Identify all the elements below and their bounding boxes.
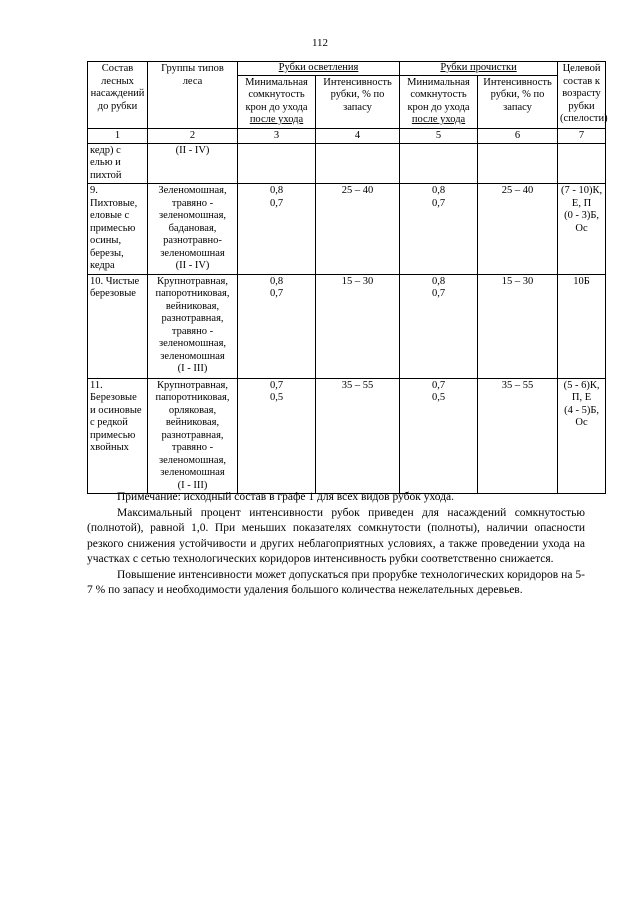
cell-intensity-light: 15 – 30	[341, 275, 374, 287]
header-line: Минимальная сомкнутость крон до ухода	[245, 76, 308, 113]
cell-target: 10Б	[573, 275, 590, 287]
cell-intensity-light: 35 – 55	[341, 379, 374, 391]
cell-forest-groups: (II - IV)	[175, 144, 210, 156]
cell-closure-clean: 0,7 0,5	[431, 379, 446, 403]
cell-closure-clean: 0,8 0,7	[431, 275, 446, 299]
note-paragraph: Максимальный процент интенсивности рубок приведен для насаждений сомкнутостью (полнотой), равной 1,0. При меньших показателях сомкнутости (полноты), наличии опасности резкого снижения устойчивости и других неблагоприятных условиях, а также проведении ухода на участках с сетью технологических коридоров интенсивность рубки соответственно снижается.	[87, 506, 585, 565]
header-min-closure-light-text	[240, 77, 313, 127]
cell-composition: 10. Чистые березовые	[90, 275, 140, 299]
column-number-row	[88, 128, 606, 143]
table-row	[88, 143, 606, 184]
cell-forest-groups: Крупнотравная, папоротниковая, орляковая, вейниковая, разнотравная, травяно - зеленомошная, зеленомошная (I - III)	[155, 379, 230, 491]
cell-closure-light: 0,8 0,7	[269, 275, 284, 299]
header-composition-text: Состав лесных насаждений до рубки	[90, 63, 145, 112]
thinning-table	[87, 61, 606, 494]
column-number: 2	[148, 128, 238, 143]
header-cleaning-group	[400, 62, 558, 76]
column-number: 6	[478, 128, 558, 143]
header-line: Минимальная сомкнутость крон до ухода	[407, 76, 470, 113]
cell-composition: 9. Пихтовые, еловые с примесью осины, березы, кедра	[90, 185, 138, 271]
note-paragraph: Повышение интенсивности может допускаться при прорубке технологических коридоров на 5-7 % по запасу и необходимости удаления большого количества нежелательных деревьев.	[87, 568, 585, 596]
header-intensity-light	[316, 75, 400, 128]
page-number: 112	[311, 37, 329, 49]
cell-intensity-clean: 15 – 30	[501, 275, 534, 287]
cell-intensity-clean: 35 – 55	[501, 379, 534, 391]
table-row	[88, 184, 606, 275]
cell-target: (7 - 10)К, Е, П (0 - 3)Б, Ос	[560, 185, 603, 234]
header-forest-groups	[148, 62, 238, 129]
header-intensity-light-text: Интенсивность рубки, % по запасу	[323, 76, 392, 113]
header-forest-groups-text: Группы типов леса	[161, 63, 224, 87]
cell-closure-clean: 0,8 0,7	[431, 185, 446, 209]
header-cleaning-label: Рубки прочистки	[440, 62, 517, 73]
column-number: 3	[238, 128, 316, 143]
header-target	[558, 62, 606, 129]
cell-intensity-light: 25 – 40	[341, 185, 374, 196]
header-composition	[88, 62, 148, 129]
header-intensity-clean-text: Интенсивность рубки, % по запасу	[483, 76, 552, 113]
cell-target: (5 - 6)К, П, Е (4 - 5)Б, Ос	[563, 379, 600, 428]
cell-closure-light: 0,8 0,7	[269, 185, 284, 209]
header-line-underlined: после ухода	[249, 114, 304, 125]
cell-composition: кедр) с елью и пихтой	[90, 144, 122, 181]
column-number: 5	[400, 128, 478, 143]
cell-closure-light: 0,7 0,5	[269, 379, 284, 403]
cell-forest-groups: Крупнотравная, папоротниковая, вейниковая, разнотравная, травяно - зеленомошная, зеленомошная (I - III)	[155, 275, 230, 374]
header-min-closure-light	[238, 75, 316, 128]
header-min-closure-clean-text	[402, 77, 475, 127]
cell-forest-groups: Зеленомошная, травяно - зеленомошная, бадановая, разнотравно- зеленомошная (II - IV)	[158, 185, 227, 271]
notes-section	[87, 490, 585, 599]
column-number: 7	[558, 128, 606, 143]
table-row	[88, 378, 606, 494]
note-paragraph: Примечание: исходный состав в графе 1 для всех видов рубок ухода.	[117, 491, 455, 503]
column-number: 4	[316, 128, 400, 143]
cell-intensity-clean: 25 – 40	[501, 185, 534, 196]
header-lightening-group	[238, 62, 400, 76]
table-row	[88, 274, 606, 378]
header-intensity-clean	[478, 75, 558, 128]
header-target-text: Целевой состав к возрасту рубки (спелости)	[560, 63, 608, 124]
cell-composition: 11. Березовые и осиновые с редкой примесью хвойных	[90, 379, 142, 453]
column-number: 1	[88, 128, 148, 143]
header-line-underlined: после ухода	[411, 114, 466, 125]
header-min-closure-clean	[400, 75, 478, 128]
header-lightening-label: Рубки осветления	[278, 62, 359, 73]
